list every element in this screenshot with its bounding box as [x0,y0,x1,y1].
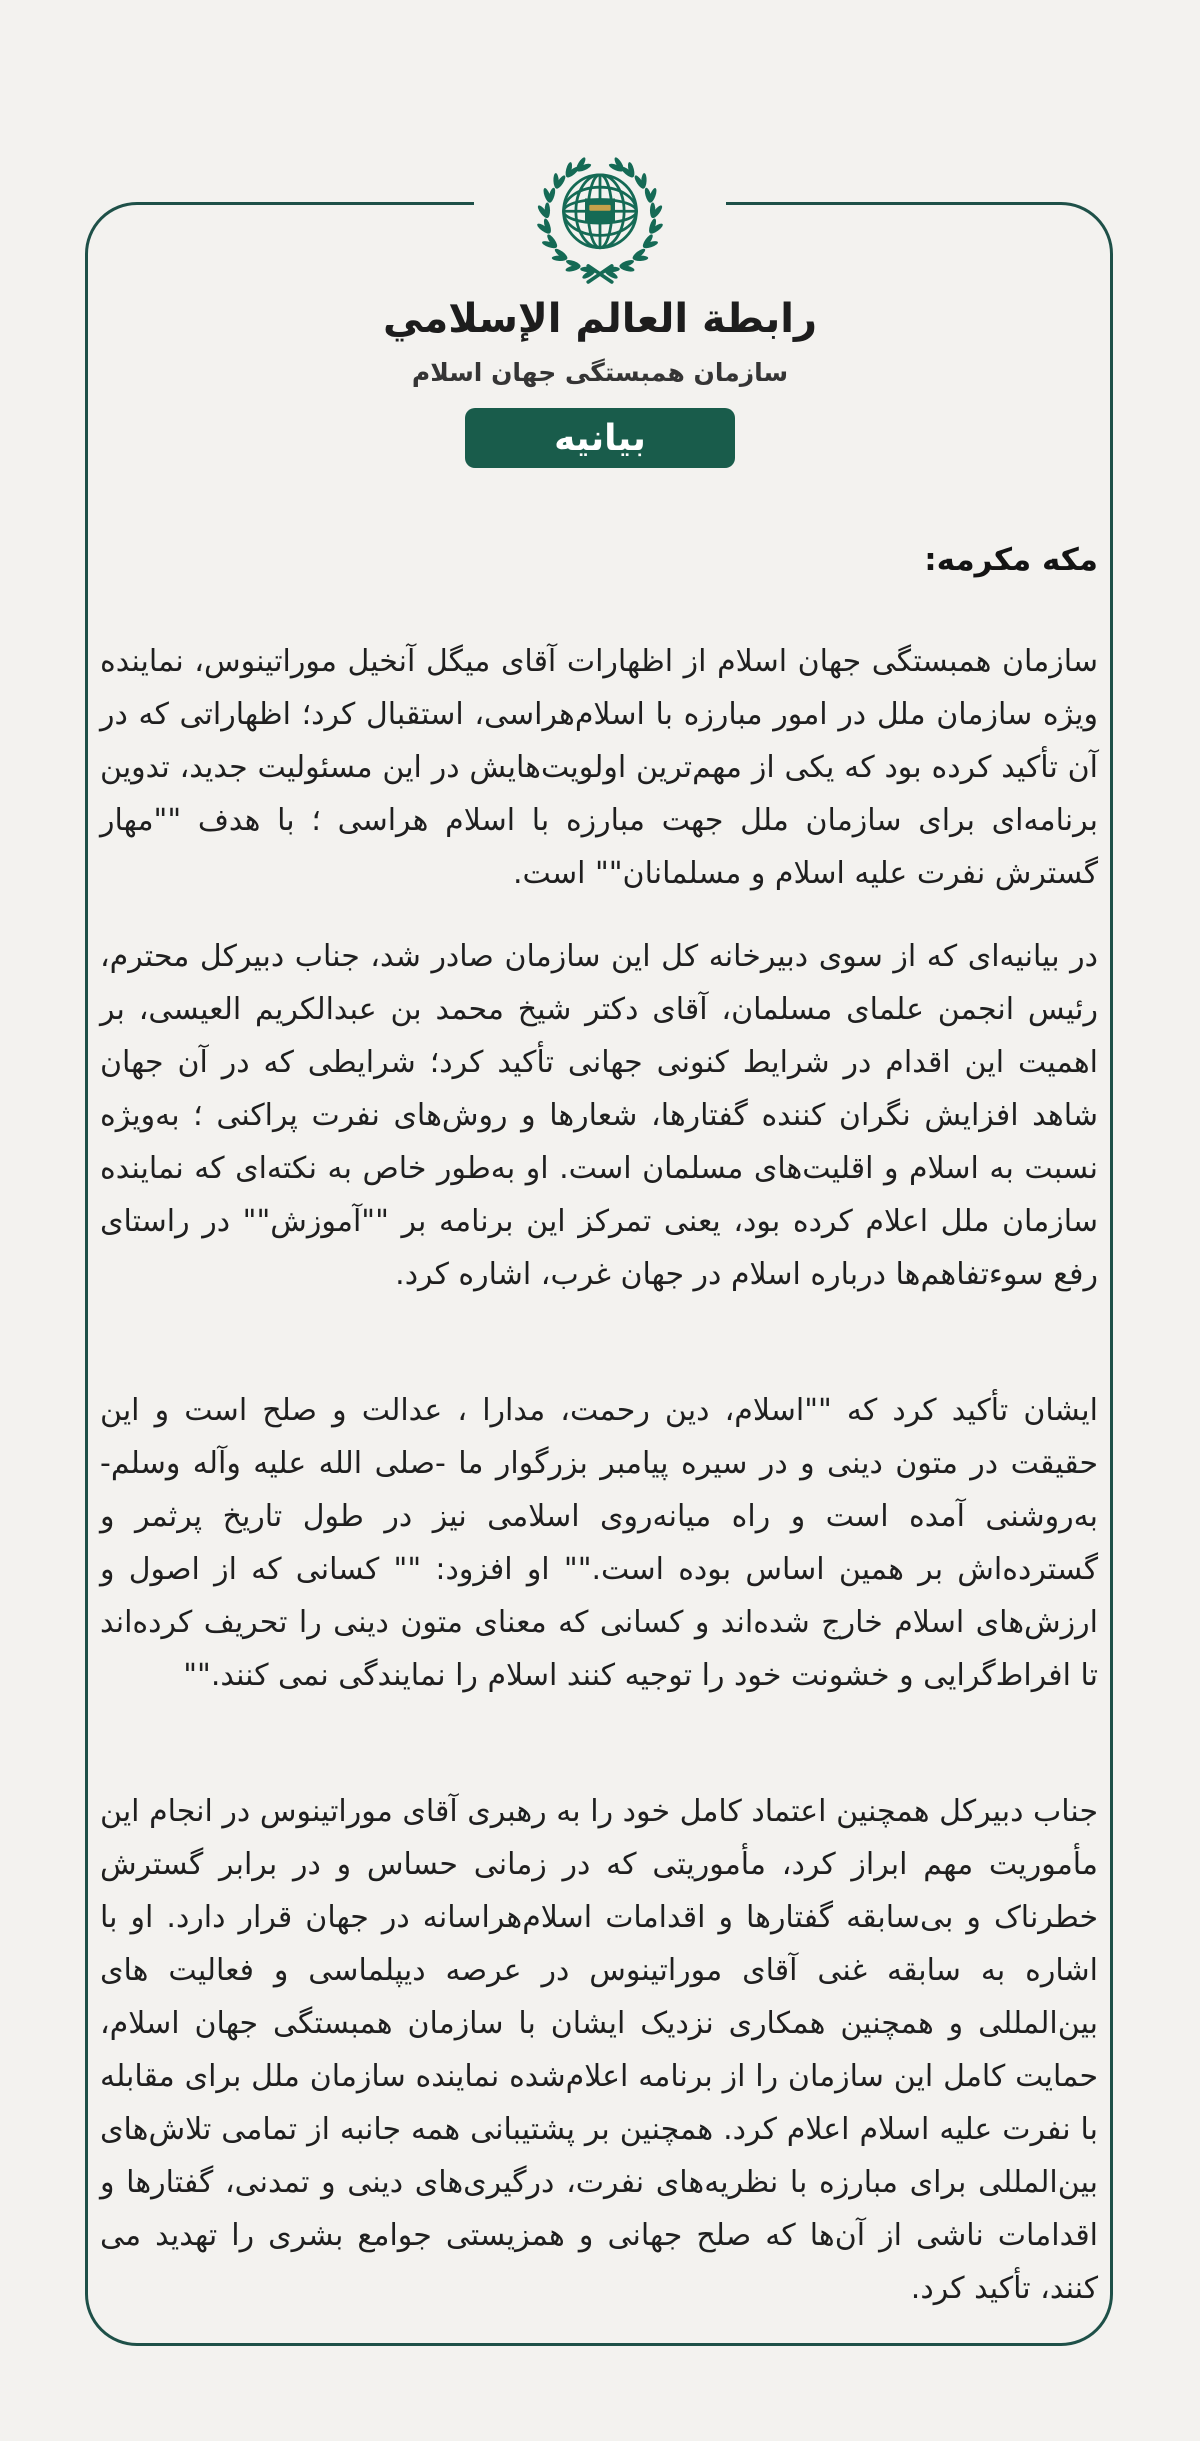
persian-subtitle: سازمان همبستگی جهان اسلام [411,358,789,387]
statement-banner [465,408,735,468]
kaaba-icon [585,198,615,223]
statement-paragraph-3: ایشان تأکید کرد که ""اسلام، دین رحمت، مدارا ، عدالت و صلح است و این حقیقت در متون دینی و در سیره پیامبر بزرگوار ما -صلی الله علیه وآله وسلم- به‌روشنی آمده است و راه میانه‌روی اسلامی نیز در طول تاریخ پرثمر و گسترده‌اش بر همین اساس بوده است."" او افزود: "" کسانی که از اصول و ارزش‌های اسلام خارج شده‌اند و کسانی که معنای متون دینی را تحریف کرده‌اند تا افراط‌گرایی و خشونت خود را توجیه کنند اسلام را نمایندگی نمی کنند."" [100,1393,1098,1693]
statement-paragraph-1: سازمان همبستگی جهان اسلام از اظهارات آقای میگل آنخیل موراتینوس، نماینده ویژه سازمان ملل در امور مبارزه با اسلام‌هراسی، استقبال کرد؛ اظهاراتی که در آن تأکید کرده بود که یکی از مهم‌ترین اولویت‌هایش در این مسئولیت جدید، تدوین برنامه‌ای برای سازمان ملل جهت مبارزه با اسلام هراسی ؛ با هدف ""مهار گسترش نفرت علیه اسلام و مسلمانان"" است. [100,644,1098,891]
arabic-calligraphy-title: رابطة العالم الإسلامي [383,296,817,342]
logo-container [474,146,726,298]
statement-banner-label: بیانیه [554,417,646,459]
statement-paragraph-4: جناب دبیرکل همچنین اعتماد کامل خود را به رهبری آقای موراتینوس در انجام این مأموریت مهم ابراز کرد، مأموریتی که در زمانی حساس و در برابر گسترش خطرناک و بی‌سابقه گفتارها و اقدامات اسلام‌هراسانه در جهان قرار دارد. او با اشاره به سابقه غنی آقای موراتینوس در عرصه دیپلماسی و فعالیت های بین‌المللی و همچنین همکاری نزدیک ایشان با سازمان همبستگی جهان اسلام، حمایت کامل این سازمان را از برنامه اعلام‌شده نماینده سازمان ملل برای مقابله با نفرت علیه اسلام اعلام کرد. همچنین بر پشتیبانی همه جانبه از تمامی تلاش‌های بین‌المللی برای مبارزه با نظریه‌های نفرت، درگیری‌های دینی و تمدنی، گفتارها و اقدامات ناشی از آن‌ها که صلح جهانی و همزیستی جوامع بشری را تهدید می کنند، تأکید کرد. [100,1794,1098,2306]
statement-body [100,534,1098,2345]
mwl-emblem [525,147,675,297]
statement-paragraph-2: در بیانیه‌ای که از سوی دبیرخانه کل این سازمان صادر شد، جناب دبیرکل محترم، رئیس انجمن علمای مسلمان، آقای دکتر شیخ محمد بن عبدالکریم العیسی، بر اهمیت این اقدام در شرایط کنونی جهانی تأکید کرد؛ شرایطی که در آن جهان شاهد افزایش نگران کننده گفتارها، شعارها و روش‌های نفرت پراکنی ؛ به‌ویژه نسبت به اسلام و اقلیت‌های مسلمان است. او به‌طور خاص به نکته‌ای که نماینده سازمان ملل اعلام کرده بود، یعنی تمرکز این برنامه بر ""آموزش"" در راستای رفع سوءتفاهم‌ها درباره اسلام در جهان غرب، اشاره کرد. [100,939,1098,1292]
dateline: مکه مکرمه: [924,542,1098,578]
